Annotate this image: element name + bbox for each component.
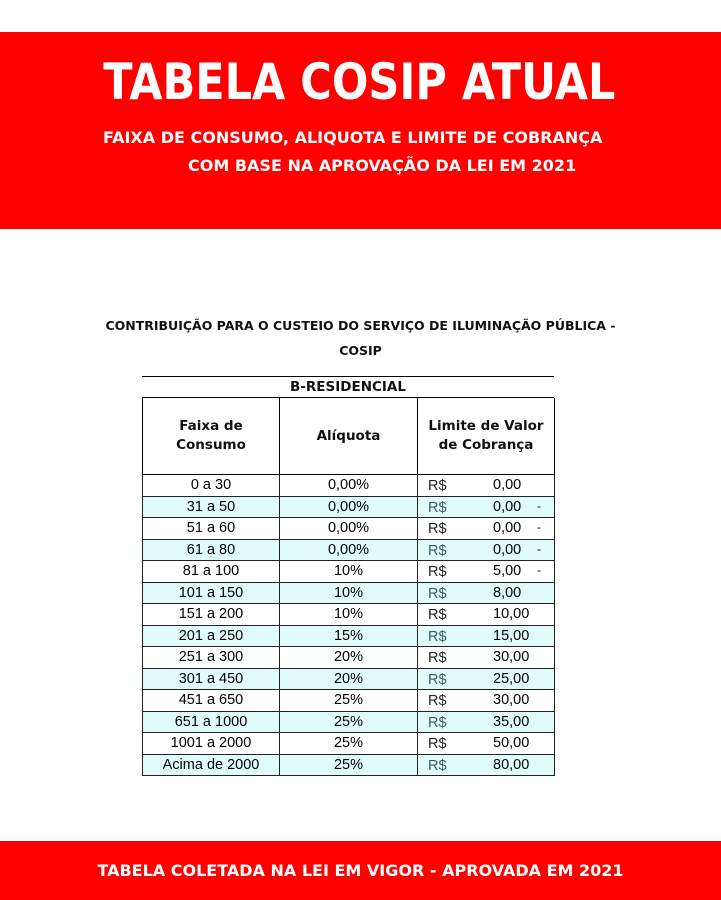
top-banner: [0, 32, 721, 229]
header-limite: Limite de Valor de Cobrança: [418, 398, 555, 475]
cell-aliquota: 10%: [280, 582, 418, 604]
cell-limite: [418, 625, 555, 647]
cell-limite: [418, 475, 555, 497]
cell-aliquota: 10%: [280, 604, 418, 626]
cell-faixa: 51 a 60: [143, 518, 280, 540]
cell-faixa: 31 a 50: [143, 496, 280, 518]
table-row: [143, 604, 555, 626]
limit-value: 0,00: [493, 520, 522, 536]
cosip-table-container: [142, 376, 554, 776]
value-dash: -: [537, 563, 541, 577]
document-heading: CONTRIBUIÇÃO PARA O CUSTEIO DO SERVIÇO DE ILUMINAÇÃO PÚBLICA -: [105, 318, 616, 333]
table-row: [143, 733, 555, 755]
banner-subtitle-line2: COM BASE NA APROVAÇÃO DA LEI EM 2021: [188, 156, 577, 175]
currency-symbol: R$: [428, 714, 447, 731]
table-row: [143, 668, 555, 690]
banner-title: TABELA COSIP ATUAL: [103, 53, 616, 111]
cell-aliquota: 25%: [280, 754, 418, 776]
cell-faixa: 651 a 1000: [143, 711, 280, 733]
cell-faixa: 101 a 150: [143, 582, 280, 604]
cell-limite: [418, 582, 555, 604]
cell-aliquota: 0,00%: [280, 539, 418, 561]
currency-symbol: R$: [428, 671, 447, 688]
cell-faixa: 151 a 200: [143, 604, 280, 626]
currency-symbol: R$: [428, 757, 447, 774]
cell-aliquota: 20%: [280, 647, 418, 669]
currency-symbol: R$: [428, 736, 447, 752]
table-row: [143, 690, 555, 712]
value-dash: -: [537, 498, 541, 513]
limit-value: 15,00: [493, 627, 530, 644]
cell-aliquota: 0,00%: [280, 496, 418, 518]
currency-symbol: R$: [428, 542, 447, 559]
cell-faixa: 201 a 250: [143, 625, 280, 647]
footer-text: TABELA COLETADA NA LEI EM VIGOR - APROVADA EM 2021: [97, 861, 624, 880]
cell-faixa: 251 a 300: [143, 647, 280, 669]
currency-symbol: R$: [428, 478, 447, 494]
table-header-row: [143, 398, 555, 475]
cell-limite: [418, 604, 555, 626]
limit-value: 50,00: [493, 735, 530, 751]
cell-limite: [418, 690, 555, 712]
cell-limite: [418, 518, 555, 540]
cell-faixa: 61 a 80: [143, 539, 280, 561]
banner-subtitle-line1: FAIXA DE CONSUMO, ALIQUOTA E LIMITE DE COBRANÇA: [103, 128, 603, 147]
cell-aliquota: 25%: [280, 690, 418, 712]
cell-limite: [418, 496, 555, 518]
table-row: [143, 518, 555, 540]
document-heading-cosip: COSIP: [339, 343, 382, 358]
cell-limite: [418, 561, 555, 583]
limit-value: 5,00: [493, 563, 522, 579]
table-row: [143, 711, 555, 733]
limit-value: 0,00: [493, 477, 522, 493]
table-row: [143, 475, 555, 497]
cell-faixa: Acima de 2000: [143, 754, 280, 776]
limit-value: 30,00: [493, 692, 530, 708]
header-faixa: Faixa de Consumo: [143, 398, 280, 475]
currency-symbol: R$: [428, 650, 447, 666]
table-row: [143, 496, 555, 518]
cell-aliquota: 20%: [280, 668, 418, 690]
cell-aliquota: 0,00%: [280, 475, 418, 497]
cell-faixa: 1001 a 2000: [143, 733, 280, 755]
table-row: [143, 754, 555, 776]
limit-value: 0,00: [493, 541, 522, 558]
limit-value: 0,00: [493, 498, 522, 515]
cosip-table: [142, 398, 555, 776]
cell-faixa: 0 a 30: [143, 475, 280, 497]
table-row: [143, 561, 555, 583]
currency-symbol: R$: [428, 607, 447, 623]
table-row: [143, 539, 555, 561]
cell-faixa: 451 a 650: [143, 690, 280, 712]
table-section-title: B-RESIDENCIAL: [142, 376, 554, 398]
cell-aliquota: 25%: [280, 733, 418, 755]
cell-faixa: 301 a 450: [143, 668, 280, 690]
cell-limite: [418, 539, 555, 561]
cell-limite: [418, 711, 555, 733]
limit-value: 30,00: [493, 649, 530, 665]
cell-limite: [418, 733, 555, 755]
cell-limite: [418, 647, 555, 669]
currency-symbol: R$: [428, 521, 447, 537]
limit-value: 10,00: [493, 606, 530, 622]
currency-symbol: R$: [428, 693, 447, 709]
limit-value: 80,00: [493, 756, 530, 773]
table-row: [143, 582, 555, 604]
value-dash: -: [537, 520, 541, 534]
cell-aliquota: 0,00%: [280, 518, 418, 540]
table-row: [143, 647, 555, 669]
table-row: [143, 625, 555, 647]
limit-value: 35,00: [493, 713, 530, 730]
cell-limite: [418, 668, 555, 690]
currency-symbol: R$: [428, 564, 447, 580]
header-aliquota: Alíquota: [280, 398, 418, 475]
value-dash: -: [537, 541, 541, 556]
cell-aliquota: 15%: [280, 625, 418, 647]
currency-symbol: R$: [428, 628, 447, 645]
footer-banner: [0, 841, 721, 900]
currency-symbol: R$: [428, 499, 447, 516]
cell-faixa: 81 a 100: [143, 561, 280, 583]
limit-value: 8,00: [493, 584, 522, 601]
currency-symbol: R$: [428, 585, 447, 602]
limit-value: 25,00: [493, 670, 530, 687]
cell-aliquota: 25%: [280, 711, 418, 733]
cell-aliquota: 10%: [280, 561, 418, 583]
cell-limite: [418, 754, 555, 776]
